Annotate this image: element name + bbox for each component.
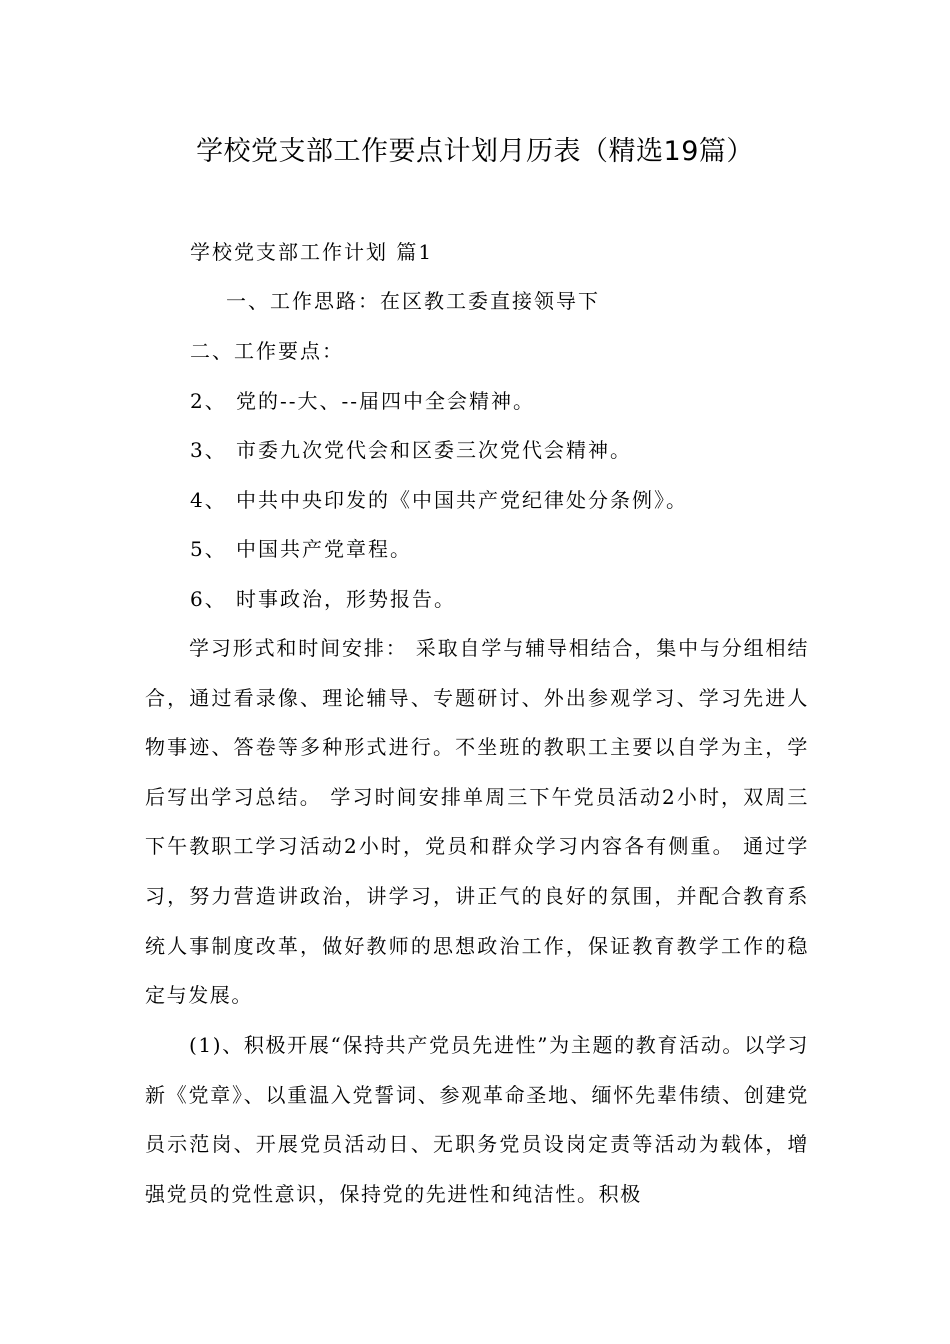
list-item-text: 市委九次党代会和区委三次党代会精神。 [236, 438, 632, 462]
list-item [190, 435, 632, 465]
list-item-number: 4、 [190, 488, 227, 512]
list-item-number: 2、 [190, 389, 227, 413]
list-item-number: 5、 [190, 537, 227, 561]
list-item-number: 6、 [190, 587, 227, 611]
list-item [190, 584, 456, 614]
list-item [190, 485, 688, 515]
list-item-text: 党的--大、--届四中全会精神。 [236, 389, 536, 413]
work-points-heading: 二、工作要点： [190, 339, 344, 363]
section-heading: 学校党支部工作计划 篇1 [190, 240, 434, 264]
list-item [190, 386, 535, 416]
list-item-text: 中国共产党章程。 [236, 537, 412, 561]
paragraph-advancement-activity: (1)、积极开展“保持共产党员先进性”为主题的教育活动。以学习新《党章》、以重温入党誓词、参观革命圣地、缅怀先辈伟绩、创建党员示范岗、开展党员活动日、无职务党员设岗定责等活动为载体，增强党员的党性意识，保持党的先进性和纯洁性。积极 [145, 1033, 809, 1206]
list-item-text: 时事政治，形势报告。 [236, 587, 456, 611]
list-item-number: 3、 [190, 438, 227, 462]
document-title: 学校党支部工作要点计划月历表（精选19篇） [196, 136, 754, 167]
list-item [190, 534, 412, 564]
work-idea-line: 一、工作思路：在区教工委直接领导下 [226, 289, 600, 313]
paragraph-study-arrangement: 学习形式和时间安排： 采取自学与辅导相结合，集中与分组相结合，通过看录像、理论辅导、专题研讨、外出参观学习、学习先进人物事迹、答卷等多种形式进行。不坐班的教职工主要以自学为主，学后写出学习总结。 学习时间安排单周三下午党员活动2小时，双周三下午教职工学习活动2小时，党员和群众学习内容各有侧重。 通过学习，努力营造讲政治，讲学习，讲正气的良好的氛围，并配合教育系统人事制度改革，做好教师的思想政治工作，保证教育教学工作的稳定与发展。 [145, 636, 809, 1008]
list-item-text: 中共中央印发的《中国共产党纪律处分条例》。 [236, 488, 688, 512]
